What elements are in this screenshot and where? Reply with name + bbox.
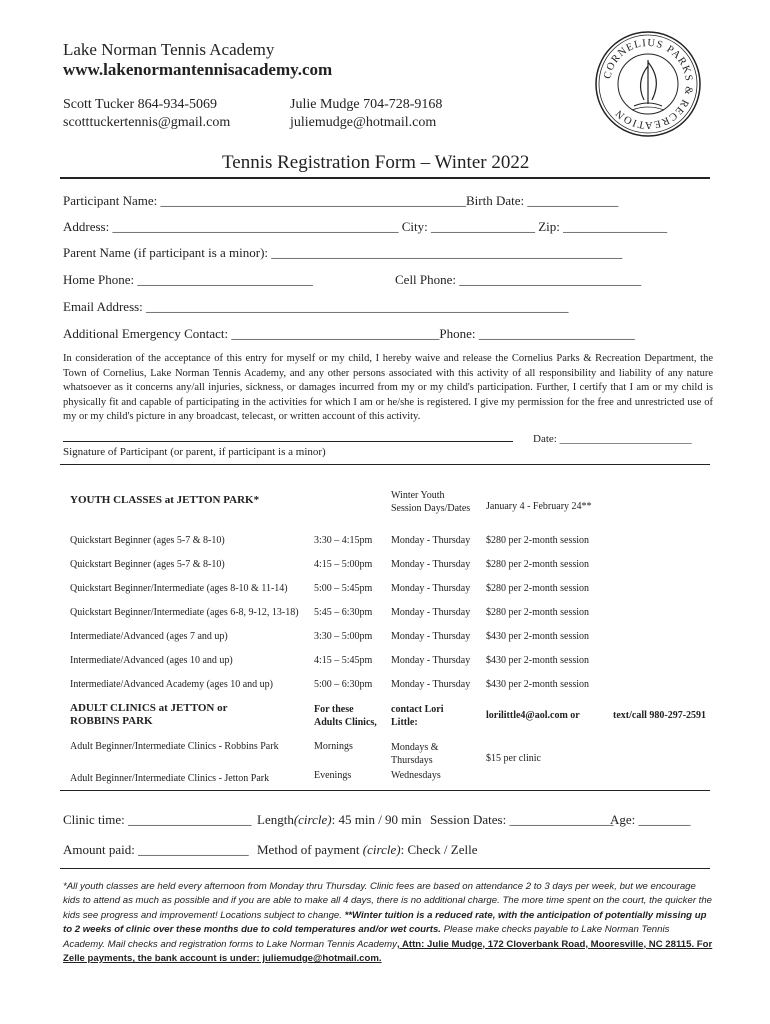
home-phone-field[interactable]: Home Phone: ___________________________ [63, 272, 313, 287]
adult-for-these [314, 703, 377, 729]
class-days: Monday - Thursday [391, 607, 471, 618]
length-field[interactable] [257, 812, 422, 828]
cornelius-seal-logo [594, 30, 702, 138]
contact-line1: contact Lori [391, 704, 444, 715]
parent-name-field[interactable]: Parent Name (if participant is a minor): ______________________________________________________ [63, 245, 623, 260]
contact-scott-email: scotttuckertennis@gmail.com [63, 115, 231, 130]
class-name: Intermediate/Advanced Academy (ages 10 and up) [70, 679, 273, 690]
class-price: $280 per 2-month session [486, 535, 590, 546]
class-price: $280 per 2-month session [486, 559, 590, 570]
signature-divider [60, 464, 710, 465]
adult-row1-time: Mornings [314, 741, 353, 752]
emergency-contact-field[interactable]: Additional Emergency Contact: ________________________________Phone: ________________________ [63, 326, 635, 341]
contact-scott-phone: Scott Tucker 864-934-5069 [63, 97, 217, 112]
adult-heading-line2: ROBBINS PARK [70, 715, 153, 727]
class-time: 5:00 – 5:45pm [314, 583, 373, 594]
class-name: Intermediate/Advanced (ages 7 and up) [70, 631, 228, 642]
class-name: Quickstart Beginner (ages 5-7 & 8-10) [70, 559, 225, 570]
class-days: Monday - Thursday [391, 535, 471, 546]
adult-row1-name: Adult Beginner/Intermediate Clinics - Robbins Park [70, 741, 279, 752]
title-divider [60, 177, 710, 179]
class-price: $430 per 2-month session [486, 679, 590, 690]
class-time: 4:15 – 5:00pm [314, 559, 373, 570]
class-days: Monday - Thursday [391, 583, 471, 594]
footer-divider [60, 868, 710, 869]
payment-method-field[interactable] [257, 842, 477, 858]
contact-julie-phone: Julie Mudge 704-728-9168 [290, 97, 443, 112]
session-dates-field[interactable]: Session Dates: ________________ [430, 812, 614, 827]
class-price: $280 per 2-month session [486, 583, 590, 594]
payment-options[interactable]: : Check / Zelle [400, 842, 478, 857]
form-title: Tennis Registration Form – Winter 2022 [222, 152, 530, 173]
adult-row2-time: Evenings [314, 770, 352, 781]
class-time: 5:00 – 6:30pm [314, 679, 373, 690]
class-price: $280 per 2-month session [486, 607, 590, 618]
notes-paragraph [63, 880, 713, 966]
class-time: 4:15 – 5:45pm [314, 655, 373, 666]
adult-price: $15 per clinic [486, 753, 541, 764]
notes-part3: Please make checks payable to Lake Norman Tennis Academy. Mail checks and registration forms to Lake Norman Tennis Academy [63, 924, 670, 950]
notes-part4: , Attn: Julie Mudge, 172 Cloverbank Road, Mooresville, NC 28115. For Zelle payments, the bank account is under: juliemudge@hotmail.com. [63, 938, 713, 965]
website: www.lakenormantennisacademy.com [63, 60, 333, 79]
adult-row1-days [391, 741, 439, 767]
date-field[interactable]: Date: ________________________ [533, 433, 692, 445]
session-label [391, 489, 470, 515]
length-circle-hint: (circle) [293, 812, 332, 827]
payment-method-label: Method of payment [257, 842, 363, 857]
cell-phone-field[interactable]: Cell Phone: ____________________________ [395, 272, 642, 287]
adult-contact [391, 703, 444, 729]
signature-line[interactable] [63, 441, 513, 442]
adult-heading-line1: ADULT CLINICS at JETTON or [70, 702, 228, 714]
participant-name-field[interactable]: Participant Name: _______________________________________________Birth Date: ______________ [63, 193, 619, 208]
address-field[interactable]: Address: ____________________________________________ City: ________________ Zip: ________________ [63, 219, 668, 234]
class-price: $430 per 2-month session [486, 631, 590, 642]
payment-circle-hint: (circle) [362, 842, 401, 857]
age-field[interactable]: Age: ________ [610, 812, 691, 827]
class-price: $430 per 2-month session [486, 655, 590, 666]
class-time: 3:30 – 4:15pm [314, 535, 373, 546]
class-days: Monday - Thursday [391, 655, 471, 666]
svg-text:CORNELIUS PARKS & RECREATION: CORNELIUS PARKS & RECREATION [602, 37, 695, 131]
session-label-line2: Session Days/Dates [391, 503, 471, 514]
youth-heading: YOUTH CLASSES at JETTON PARK* [70, 494, 260, 506]
session-dates: January 4 - February 24** [486, 501, 592, 512]
clinic-time-field[interactable]: Clinic time: ___________________ [63, 812, 252, 827]
adult-contact-email[interactable]: lorilittle4@aol.com or [486, 710, 580, 721]
org-name: Lake Norman Tennis Academy [63, 40, 275, 59]
class-name: Quickstart Beginner/Intermediate (ages 8-10 & 11-14) [70, 583, 288, 594]
adult-row2-name: Adult Beginner/Intermediate Clinics - Jetton Park [70, 773, 270, 784]
session-label-line1: Winter Youth [391, 490, 445, 501]
notes-part1: *All youth classes are held every afternoon from Monday thru Thursday. Clinic fees are based on attendance 2 to 3 days per week, but we encourage kids to attend as much as possible and if you are able to make all 4 days, there is no additional charge. The more time spent on the court, the quicker the kids see progress and improvement! Locations subject to change. [63, 881, 713, 921]
for-these-line1: For these [314, 704, 354, 715]
for-these-line2: Adults Clinics, [314, 717, 377, 728]
signature-label: Signature of Participant (or parent, if participant is a minor) [63, 446, 326, 458]
adult-row2-days: Wednesdays [391, 770, 441, 781]
notes-part2: **Winter tuition is a reduced rate, with the anticipation of potentially missing up to 2 weeks of clinic over these months due to cold temperatures and/or wet courts. [63, 909, 707, 936]
length-options[interactable]: : 45 min / 90 min [331, 812, 422, 827]
amount-paid-field[interactable]: Amount paid: _________________ [63, 842, 249, 857]
class-name: Intermediate/Advanced (ages 10 and up) [70, 655, 233, 666]
row1-days-line1: Mondays & [391, 742, 439, 753]
length-label: Length [257, 812, 294, 827]
class-name: Quickstart Beginner/Intermediate (ages 6-8, 9-12, 13-18) [70, 607, 299, 618]
table-divider [60, 790, 710, 791]
class-days: Monday - Thursday [391, 559, 471, 570]
contact-julie-email: juliemudge@hotmail.com [290, 115, 437, 130]
class-name: Quickstart Beginner (ages 5-7 & 8-10) [70, 535, 225, 546]
class-days: Monday - Thursday [391, 631, 471, 642]
class-days: Monday - Thursday [391, 679, 471, 690]
contact-line2: Little: [391, 717, 418, 728]
class-time: 5:45 – 6:30pm [314, 607, 373, 618]
waiver-text: In consideration of the acceptance of this entry for myself or my child, I hereby waive and release the Cornelius Parks & Recreation Department, the Town of Cornelius, Lake Norman Tennis Academy, and any other persons associated with this activity of all responsibility and liability of any nature whatsoever as it concerns any/all injuries, sickness, or damages incurred from my or my child's participation. Further, I certify that I am or my child is physically fit and capable of participating in the activities for which I am or he/she is registered. I give my permission for the free and unrestricted use of my or my child's picture in any broadcast, telecast, or written account of this activity. [63, 353, 713, 423]
class-time: 3:30 – 5:00pm [314, 631, 373, 642]
email-field[interactable]: Email Address: _________________________________________________________________ [63, 299, 569, 314]
adult-heading [70, 702, 228, 728]
adult-contact-phone: text/call 980-297-2591 [613, 710, 707, 721]
row1-days-line2: Thursdays [391, 755, 433, 766]
